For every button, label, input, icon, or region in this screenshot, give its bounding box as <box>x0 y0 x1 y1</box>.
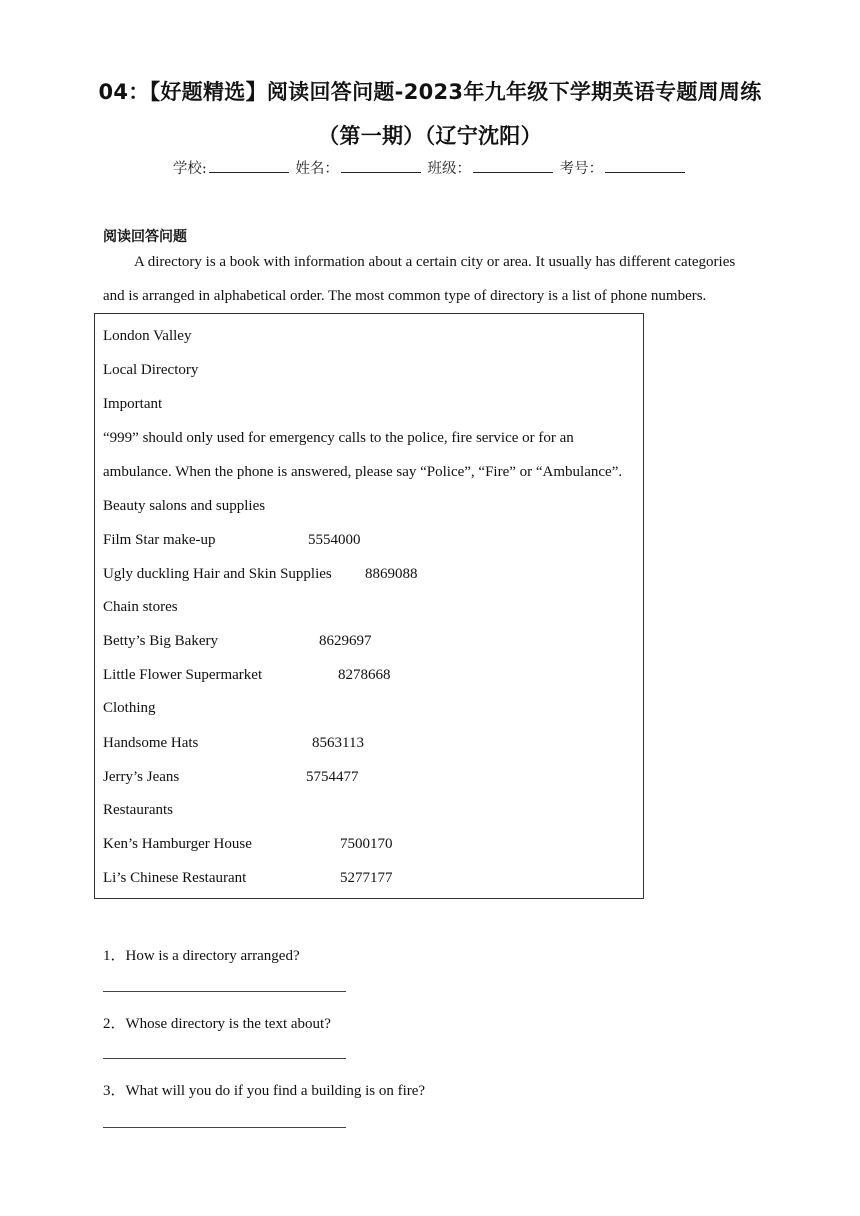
entry-phone: 8869088 <box>365 566 418 582</box>
entry-phone: 5277177 <box>340 870 393 886</box>
question-text: How is a directory arranged? <box>125 948 300 964</box>
entry-phone: 7500170 <box>340 836 393 852</box>
intro-paragraph-line1: A directory is a book with information about a certain city or area. It usually has different categories <box>134 254 736 270</box>
entry-name: Ugly duckling Hair and Skin Supplies <box>103 566 332 582</box>
school-blank[interactable] <box>209 158 289 173</box>
entry-name: Li’s Chinese Restaurant <box>103 870 247 886</box>
entry-phone: 8278668 <box>338 667 391 683</box>
page-subtitle: （第一期）（辽宁沈阳） <box>318 124 542 148</box>
question-text: Whose directory is the text about? <box>125 1016 331 1032</box>
student-info-fields <box>0 157 860 178</box>
question-number: 1 <box>103 948 111 964</box>
entry-name: Handsome Hats <box>103 735 199 751</box>
answer-line-3[interactable] <box>103 1127 346 1128</box>
entry-name: Ken’s Hamburger House <box>103 836 252 852</box>
answer-line-1[interactable] <box>103 991 346 992</box>
class-label: 班级： <box>427 161 471 177</box>
school-label: 学校: <box>172 161 207 177</box>
question-number: 2 <box>103 1016 111 1032</box>
question-1: 1．How is a directory arranged? <box>103 948 300 964</box>
question-3: 3．What will you do if you find a building is on fire? <box>103 1083 426 1099</box>
entry-phone: 5554000 <box>308 532 361 548</box>
class-blank[interactable] <box>473 158 553 173</box>
answer-line-2[interactable] <box>103 1058 346 1059</box>
entry-phone: 5754477 <box>306 769 359 785</box>
entry-name: Little Flower Supermarket <box>103 667 263 683</box>
directory-title: London Valley <box>103 328 192 344</box>
entry-phone: 8563113 <box>312 735 364 751</box>
directory-subtitle: Local Directory <box>103 362 199 378</box>
entry-name: Jerry’s Jeans <box>103 769 180 785</box>
name-label: 姓名： <box>295 161 339 177</box>
category-heading: Clothing <box>103 700 156 716</box>
category-heading: Restaurants <box>103 802 173 818</box>
exam-number-blank[interactable] <box>605 158 685 173</box>
category-heading: Chain stores <box>103 599 178 615</box>
entry-name: Betty’s Big Bakery <box>103 633 218 649</box>
intro-paragraph-line2: and is arranged in alphabetical order. The most common type of directory is a list of phone numbers. <box>103 288 707 304</box>
category-heading: Beauty salons and supplies <box>103 498 266 514</box>
name-blank[interactable] <box>341 158 421 173</box>
page-title: 04：【好题精选】阅读回答问题-2023年九年级下学期英语专题周周练 <box>98 80 762 104</box>
important-label: Important <box>103 396 163 412</box>
question-2: 2．Whose directory is the text about? <box>103 1016 331 1032</box>
question-number: 3 <box>103 1083 111 1099</box>
notice-line2: ambulance. When the phone is answered, please say “Police”, “Fire” or “Ambulance”. <box>103 464 623 480</box>
section-heading: 阅读回答问题 <box>103 229 187 245</box>
question-text: What will you do if you find a building is on fire? <box>125 1083 426 1099</box>
exam-number-label: 考号： <box>559 161 604 177</box>
entry-name: Film Star make-up <box>103 532 216 548</box>
notice-line1: “999” should only used for emergency calls to the police, fire service or for an <box>103 430 574 446</box>
entry-phone: 8629697 <box>319 633 372 649</box>
